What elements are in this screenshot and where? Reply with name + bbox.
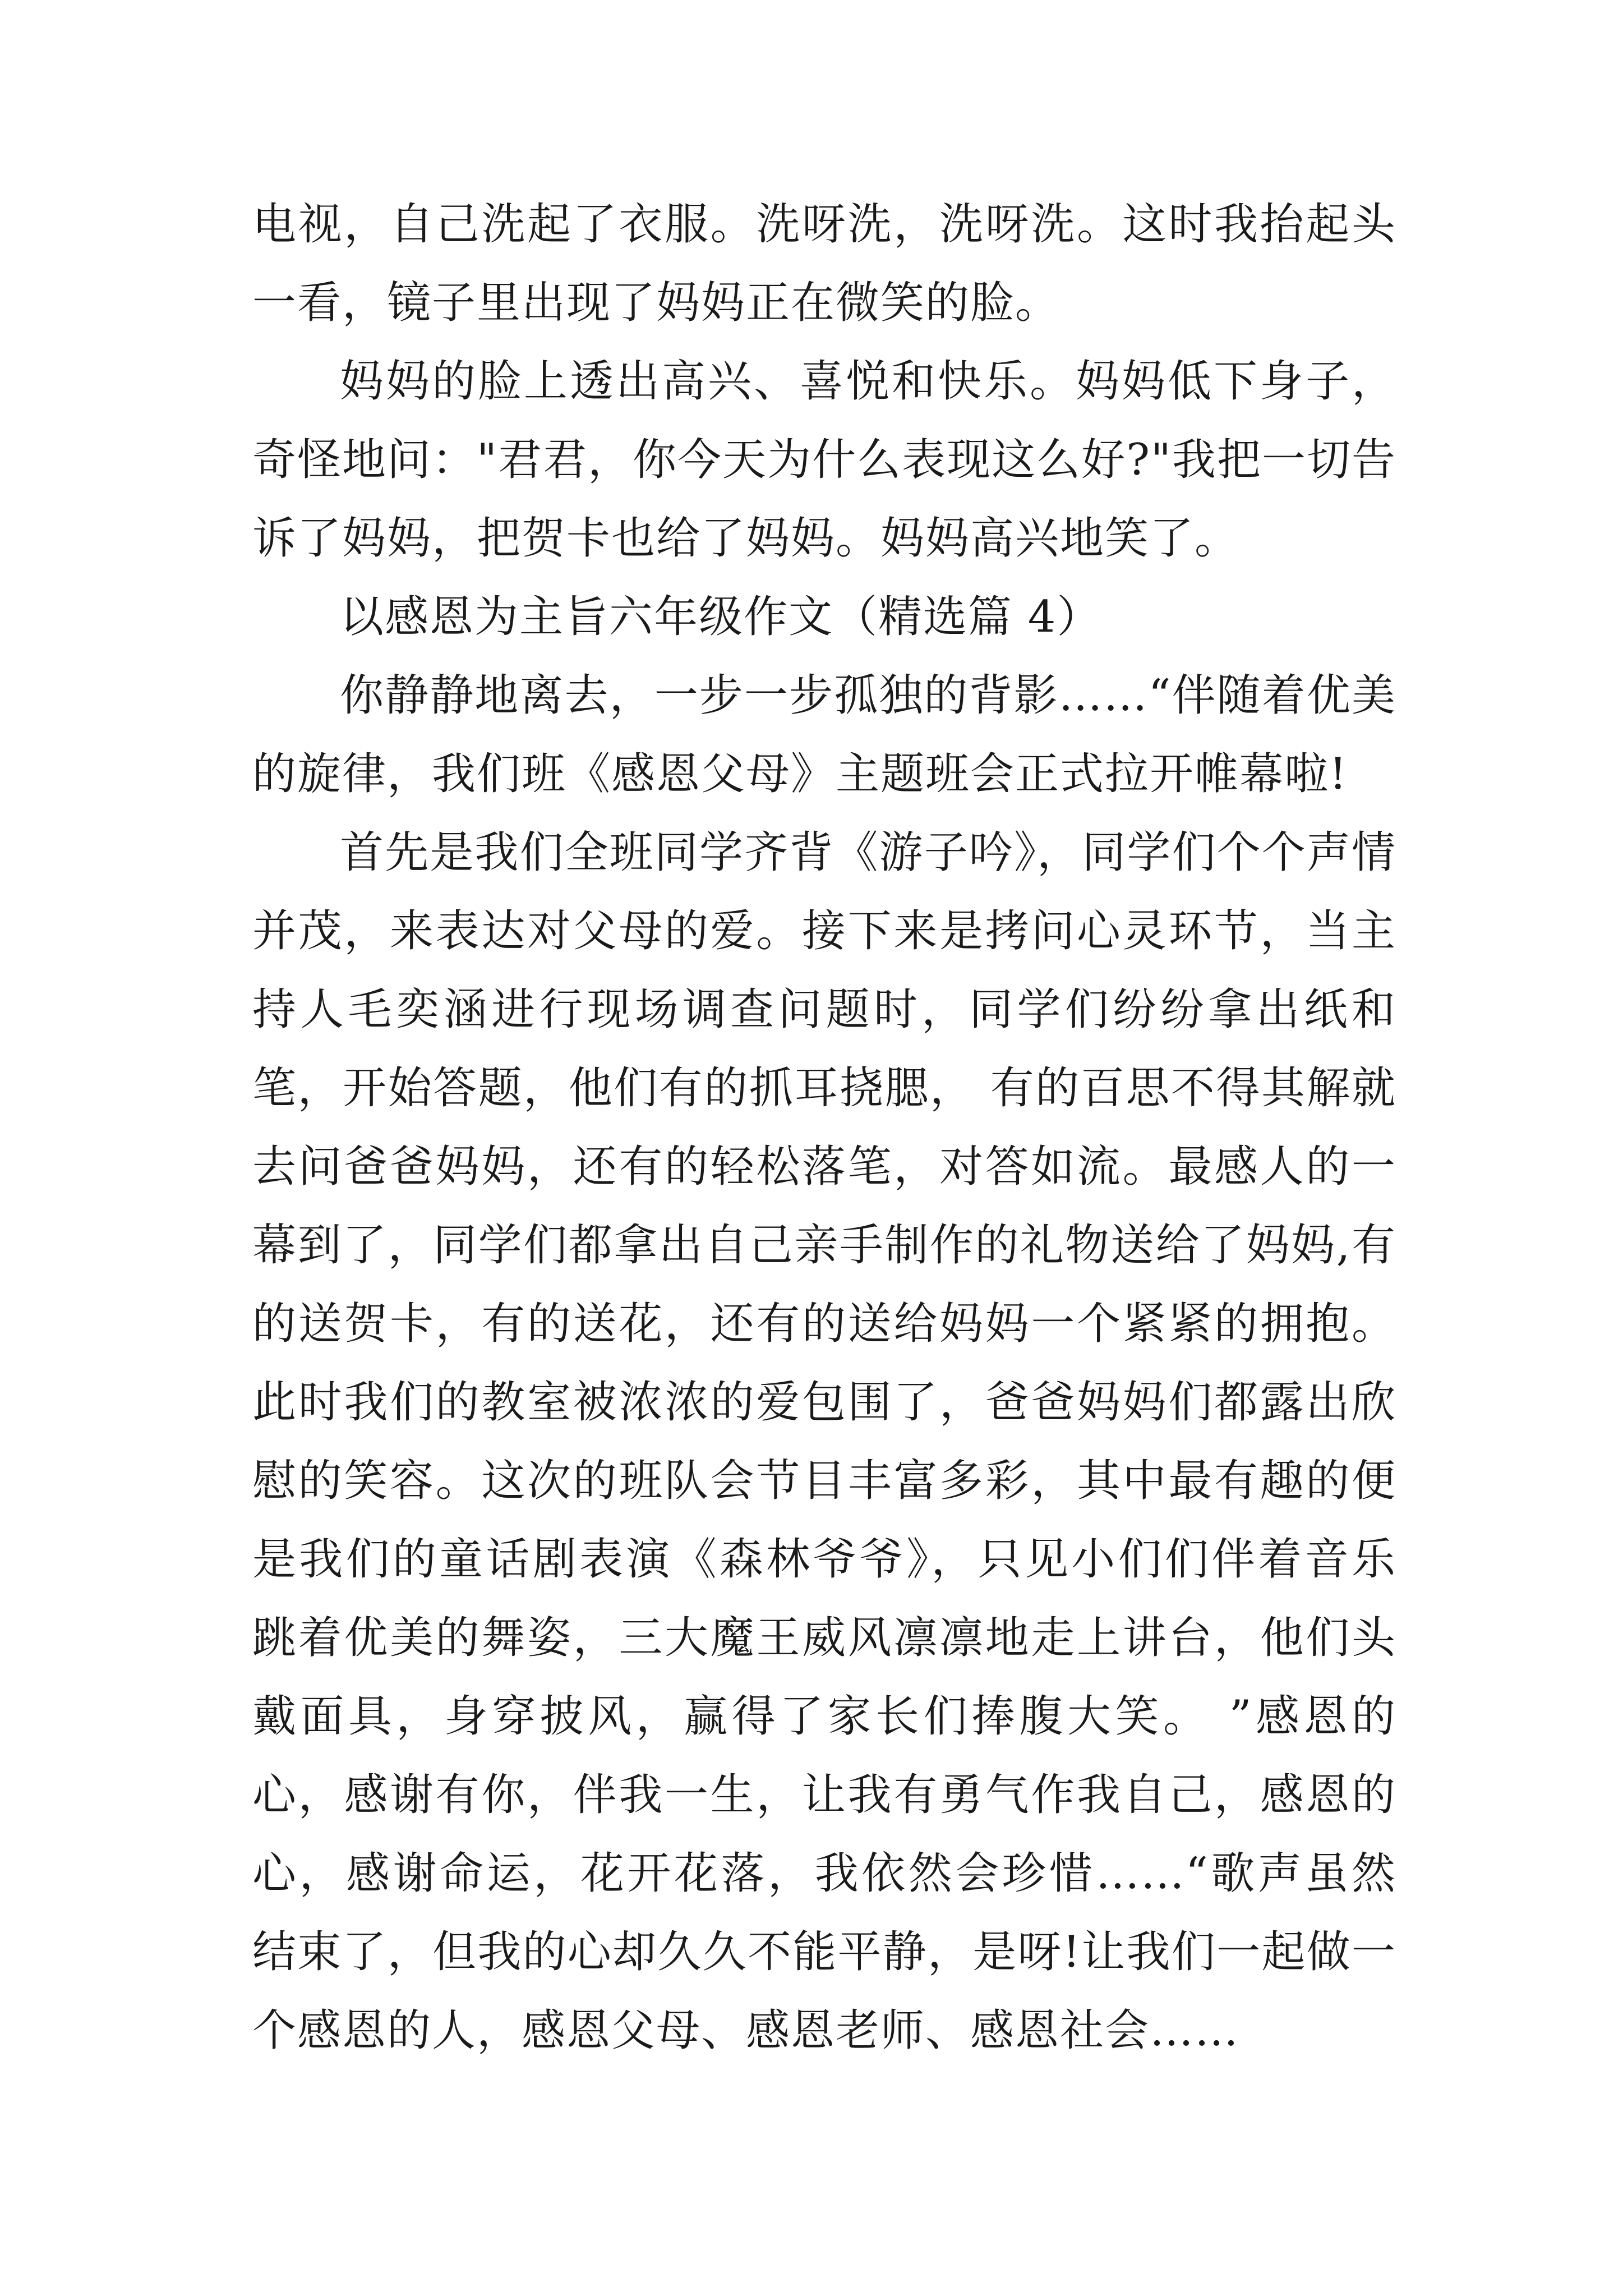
document-body: [252, 185, 1396, 2070]
paragraph-mother-smile: 妈妈的脸上透出高兴、喜悦和快乐。妈妈低下身子，奇怪地问："君君，你今天为什么表现这么好?"我把一切告诉了妈妈，把贺卡也给了妈妈。妈妈高兴地笑了。: [252, 356, 1396, 564]
section-heading: 以感恩为主旨六年级作文（精选篇 4）: [340, 592, 1102, 642]
paragraph-intro: 你静静地离去，一步一步孤独的背影……“伴随着优美的旋律，我们班《感恩父母》主题班会正式拉开帷幕啦!: [252, 670, 1396, 799]
paragraph-continued: 电视，自己洗起了衣服。洗呀洗，洗呀洗。这时我抬起头一看，镜子里出现了妈妈正在微笑的脸。: [252, 199, 1396, 328]
paragraph-class-meeting: 首先是我们全班同学齐背《游子吟》，同学们个个声情并茂，来表达对父母的爱。接下来是拷问心灵环节，当主持人毛奕涵进行现场调查问题时，同学们纷纷拿出纸和笔，开始答题，他们有的抓耳挠腮， 有的百思不得其解就去问爸爸妈妈，还有的轻松落笔，对答如流。最感人的一幕到了，同学们都拿出自己亲手制作的礼物送给了妈妈,有的送贺卡，有的送花，还有的送给妈妈一个紧紧的拥抱。此时我们的教室被浓浓的爱包围了，爸爸妈妈们都露出欣慰的笑容。这次的班队会节目丰富多彩，其中最有趣的便是我们的童话剧表演《森林爷爷》，只见小们们伴着音乐跳着优美的舞姿，三大魔王威风凛凛地走上讲台，他们头戴面具，身穿披风，赢得了家长们捧腹大笑。 ”感恩的心，感谢有你，伴我一生，让我有勇气作我自己，感恩的心，感谢命运，花开花落，我依然会珍惜……“歌声虽然结束了，但我的心却久久不能平静，是呀!让我们一起做一个感恩的人，感恩父母、感恩老师、感恩社会……: [252, 827, 1396, 2056]
